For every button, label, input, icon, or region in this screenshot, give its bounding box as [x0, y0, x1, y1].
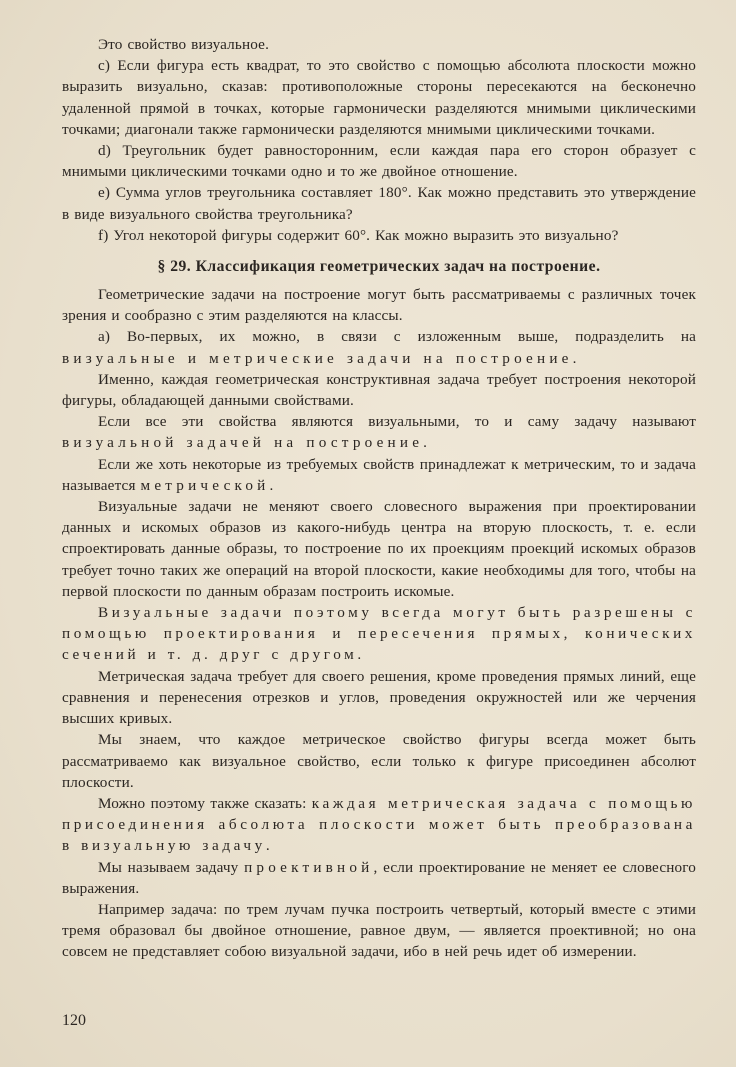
- text-run: , если проектирование не меняет ее словесного выражения.: [62, 858, 696, 897]
- spaced-emphasis: визуальные и метрические задачи на построение: [62, 349, 573, 367]
- paragraph-projection: Визуальные задачи не меняют своего словесного выражения при проектировании данных и искомых образов из какого-нибудь центра на вторую плоскость, т. е. если спроектировать данные образы, то построение по их проекциям проекций искомых образов требует точно таких же операций на второй плоскости, какие необходимы для того, чтобы на первой плоскости по данным образам построить искомые.: [62, 498, 696, 600]
- spaced-emphasis: визуальной задачей на построение: [62, 434, 424, 452]
- text-run: .: [269, 476, 274, 494]
- text-run: Если же хоть некоторые из требуемых свойств принадлежат к метрическим, то и задача называется: [62, 455, 696, 494]
- spaced-emphasis: каждая метрическая задача с помощью присоединения абсолюта плоскости может быть преобразована в визуальную задачу: [62, 794, 697, 855]
- text-run: .: [423, 434, 428, 452]
- paragraph-item-c: c) Если фигура есть квадрат, то это свойство с помощью абсолюта плоскости можно выразить визуально, сказав: противоположные стороны пересекаются на бесконечно удаленной прямой в точках, которые гармонически разделяются мнимыми циклическими точками; диагонали также гармонически разделяются мнимыми циклическими точками.: [62, 57, 696, 138]
- paragraph-item-d: d) Треугольник будет равносторонним, если каждая пара его сторон образует с мнимыми циклическими точками одно и то же двойное отношение.: [62, 142, 696, 181]
- text-run: .: [572, 349, 577, 367]
- spaced-emphasis: проективной: [244, 858, 374, 876]
- paragraph-item-e: e) Сумма углов треугольника составляет 180°. Как можно представить это утверждение в виде визуального свойства треугольника?: [62, 184, 696, 223]
- paragraph-classes: Геометрические задачи на построение могут быть рассматриваемы с различных точек зрения и сообразно с этим разделяются на классы.: [62, 286, 696, 325]
- text-run: .: [265, 837, 270, 855]
- paragraph-item-f: f) Угол некоторой фигуры содержит 60°. Как можно выразить это визуально?: [98, 226, 619, 244]
- page-number: 120: [62, 1012, 86, 1029]
- text-run: Если все эти свойства являются визуальными, то и саму задачу называют: [98, 413, 696, 431]
- text-run: Мы называем задачу: [98, 858, 245, 876]
- paragraph-spaced-statement: Визуальные задачи поэтому всегда могут быть разрешены с помощью проектирования и пересечения прямых, конических сечений и т. д. друг с другом.: [62, 604, 696, 664]
- paragraph-metric-task: [62, 454, 696, 496]
- paragraph-visual-task: [62, 411, 696, 453]
- paragraph-transform: [62, 793, 696, 857]
- paragraph-example: Например задача: по трем лучам пучка построить четвертый, который вместе с этими тремя образовал бы двойное отношение, равное двум, — является проективной; но она совсем не представляет собою визуальной задачи, ибо в ней речь идет об измерении.: [62, 900, 696, 961]
- text-run: а) Во-первых, их можно, в связи с изложенным выше, подразделить на: [98, 328, 696, 346]
- paragraph-construction: Именно, каждая геометрическая конструктивная задача требует построения некоторой фигуры, обладающей данными свойствами.: [62, 370, 696, 410]
- spaced-emphasis: метрической: [140, 476, 270, 494]
- paragraph-visual-metric: [62, 326, 696, 368]
- paragraph-absolute: Мы знаем, что каждое метрическое свойство фигуры всегда может быть рассматриваемо как визуальное свойство, если только к фигуре присоединен абсолют плоскости.: [62, 731, 696, 791]
- section-heading: § 29. Классификация геометрических задач на построение.: [157, 258, 601, 276]
- text-run: Можно поэтому также сказать:: [98, 794, 312, 812]
- paragraph-metric-requirements: Метрическая задача требует для своего решения, кроме проведения прямых линий, еще сравнения и перенесения отрезков и углов, проведения окружностей или же черчения высших кривых.: [62, 667, 696, 728]
- paragraph-projective: [62, 857, 696, 899]
- paragraph-intro: Это свойство визуальное.: [98, 36, 270, 53]
